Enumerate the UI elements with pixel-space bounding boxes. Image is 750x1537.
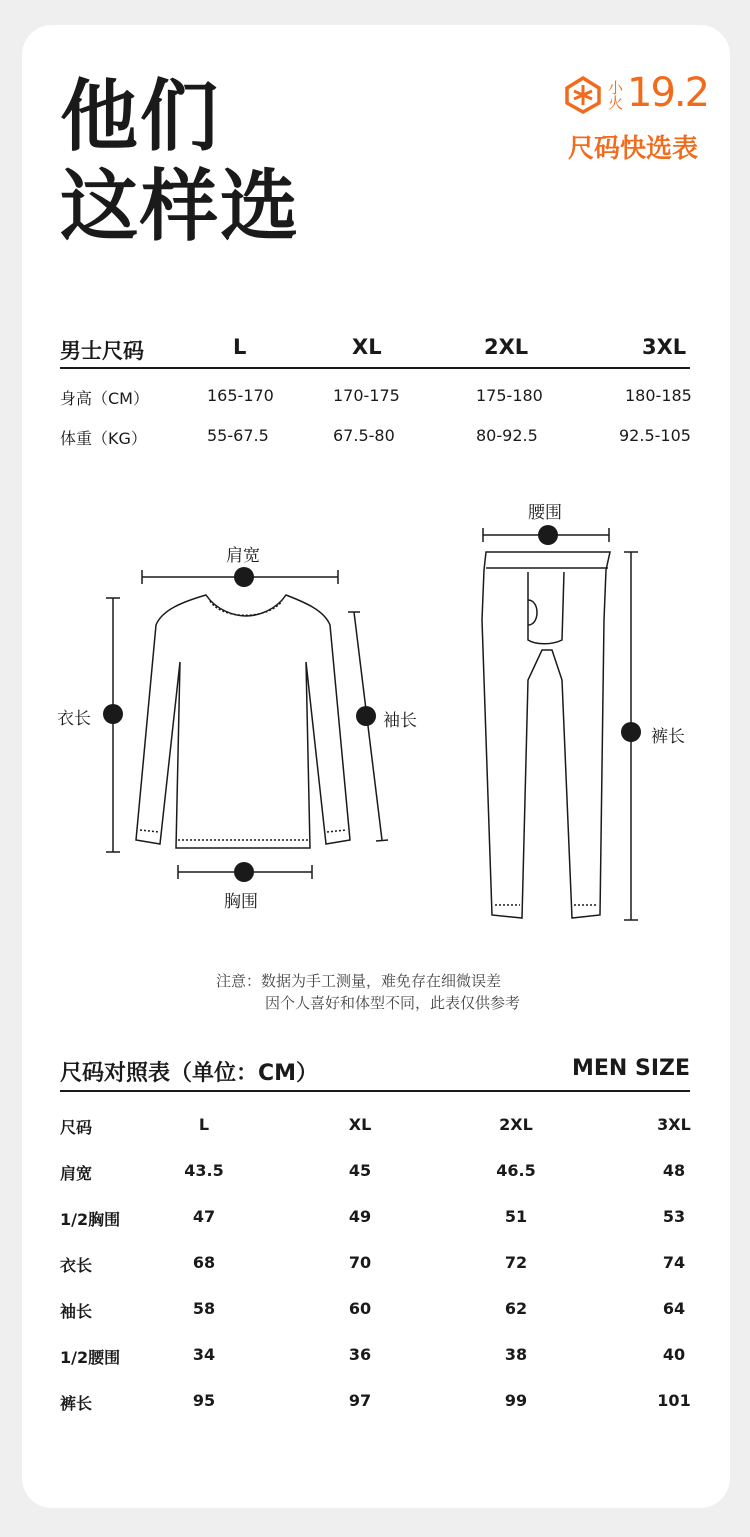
brand-subtitle: 尺码快选表 [567,134,698,164]
size-table-header-cell: 3XL [657,1115,691,1134]
size-table-cell: 68 [192,1253,216,1272]
quick-row-height-value: 170-175 [333,386,400,405]
label-sleeve: 袖长 [383,711,417,731]
label-chest: 胸围 [224,892,258,912]
size-table-cell: 51 [504,1207,528,1226]
size-table-cell: 49 [348,1207,372,1226]
size-table-cell: 60 [348,1299,372,1318]
size-table-cell: 101 [657,1391,691,1410]
fire-logo-icon [565,76,601,114]
size-table-cell: 62 [504,1299,528,1318]
size-table-cell: 74 [662,1253,686,1272]
size-table-row-label: 袖长 [60,1302,93,1321]
quick-row-height-value: 175-180 [476,386,543,405]
length-dot [103,704,123,724]
size-table-cell: 43.5 [184,1161,224,1180]
size-table-cell: 36 [348,1345,372,1364]
size-table-cell: 47 [192,1207,216,1226]
quick-row-weight-value: 80-92.5 [476,426,538,445]
quick-row-height-value: 180-185 [625,386,692,405]
quick-row-height-value: 165-170 [207,386,274,405]
quick-row-weight-value: 92.5-105 [619,426,691,445]
size-table-row-label: 衣长 [60,1256,93,1275]
quick-size-2xl: 2XL [484,335,529,359]
sleeve-dot [356,706,376,726]
brand-char: 小火 [606,80,624,110]
headline-line1: 他们 [60,72,221,162]
shoulder-dot [234,567,254,587]
note-line1: 注意：数据为手工测量，难免存在细微误差 [216,972,502,990]
pants-length-dot [621,722,641,742]
quick-size-3xl: 3XL [642,335,687,359]
label-waist: 腰围 [528,503,562,523]
size-table-header-cell: 2XL [499,1115,533,1134]
size-table-cell: 99 [504,1391,528,1410]
size-table-row-label: 1/2腰围 [60,1348,121,1367]
quick-row-weight-value: 55-67.5 [207,426,269,445]
size-table-row-label: 裤长 [60,1394,93,1413]
label-pants-length: 裤长 [651,727,685,747]
size-table-header-cell: L [198,1115,210,1134]
size-table-row-label: 1/2胸围 [60,1210,121,1229]
label-length: 衣长 [57,709,91,729]
size-table-header-cell: XL [348,1115,372,1134]
brand-vertical-text [607,80,622,110]
headline-line2: 这样选 [60,162,301,252]
label-shoulder: 肩宽 [226,546,260,566]
size-table-header-cell: 尺码 [60,1118,93,1137]
quick-size-xl: XL [352,335,382,359]
size-table-cell: 70 [348,1253,372,1272]
quick-size-l: L [233,335,247,359]
brand-number: 19.2 [627,70,709,116]
size-table-cell: 64 [662,1299,686,1318]
size-table-title: 尺码对照表（单位：CM） [60,1061,319,1086]
chest-dot [234,862,254,882]
size-table-cell: 48 [662,1161,686,1180]
waist-dot [538,525,558,545]
size-table-cell: 72 [504,1253,528,1272]
quick-table-header-label: 男士尺码 [60,339,144,363]
size-table-cell: 34 [192,1345,216,1364]
size-table-row-label: 肩宽 [60,1164,93,1183]
quick-row-height-label: 身高（CM） [60,389,149,408]
size-table-cell: 53 [662,1207,686,1226]
size-table-right-title: MEN SIZE [571,1056,690,1081]
size-table-cell: 46.5 [496,1161,536,1180]
size-table-cell: 45 [348,1161,372,1180]
note-line2: 因个人喜好和体型不同，此表仅供参考 [265,994,521,1012]
size-table-cell: 97 [348,1391,372,1410]
quick-row-weight-value: 67.5-80 [333,426,395,445]
size-table-rule [60,1090,690,1092]
quick-row-weight-label: 体重（KG） [60,429,147,448]
size-table-cell: 40 [662,1345,686,1364]
size-table-cell: 58 [192,1299,216,1318]
size-table-cell: 95 [192,1391,216,1410]
pants-outline [482,552,610,918]
measurement-diagram [0,480,750,940]
size-table-cell: 38 [504,1345,528,1364]
shirt-outline [136,595,350,848]
quick-table-rule [60,367,690,369]
